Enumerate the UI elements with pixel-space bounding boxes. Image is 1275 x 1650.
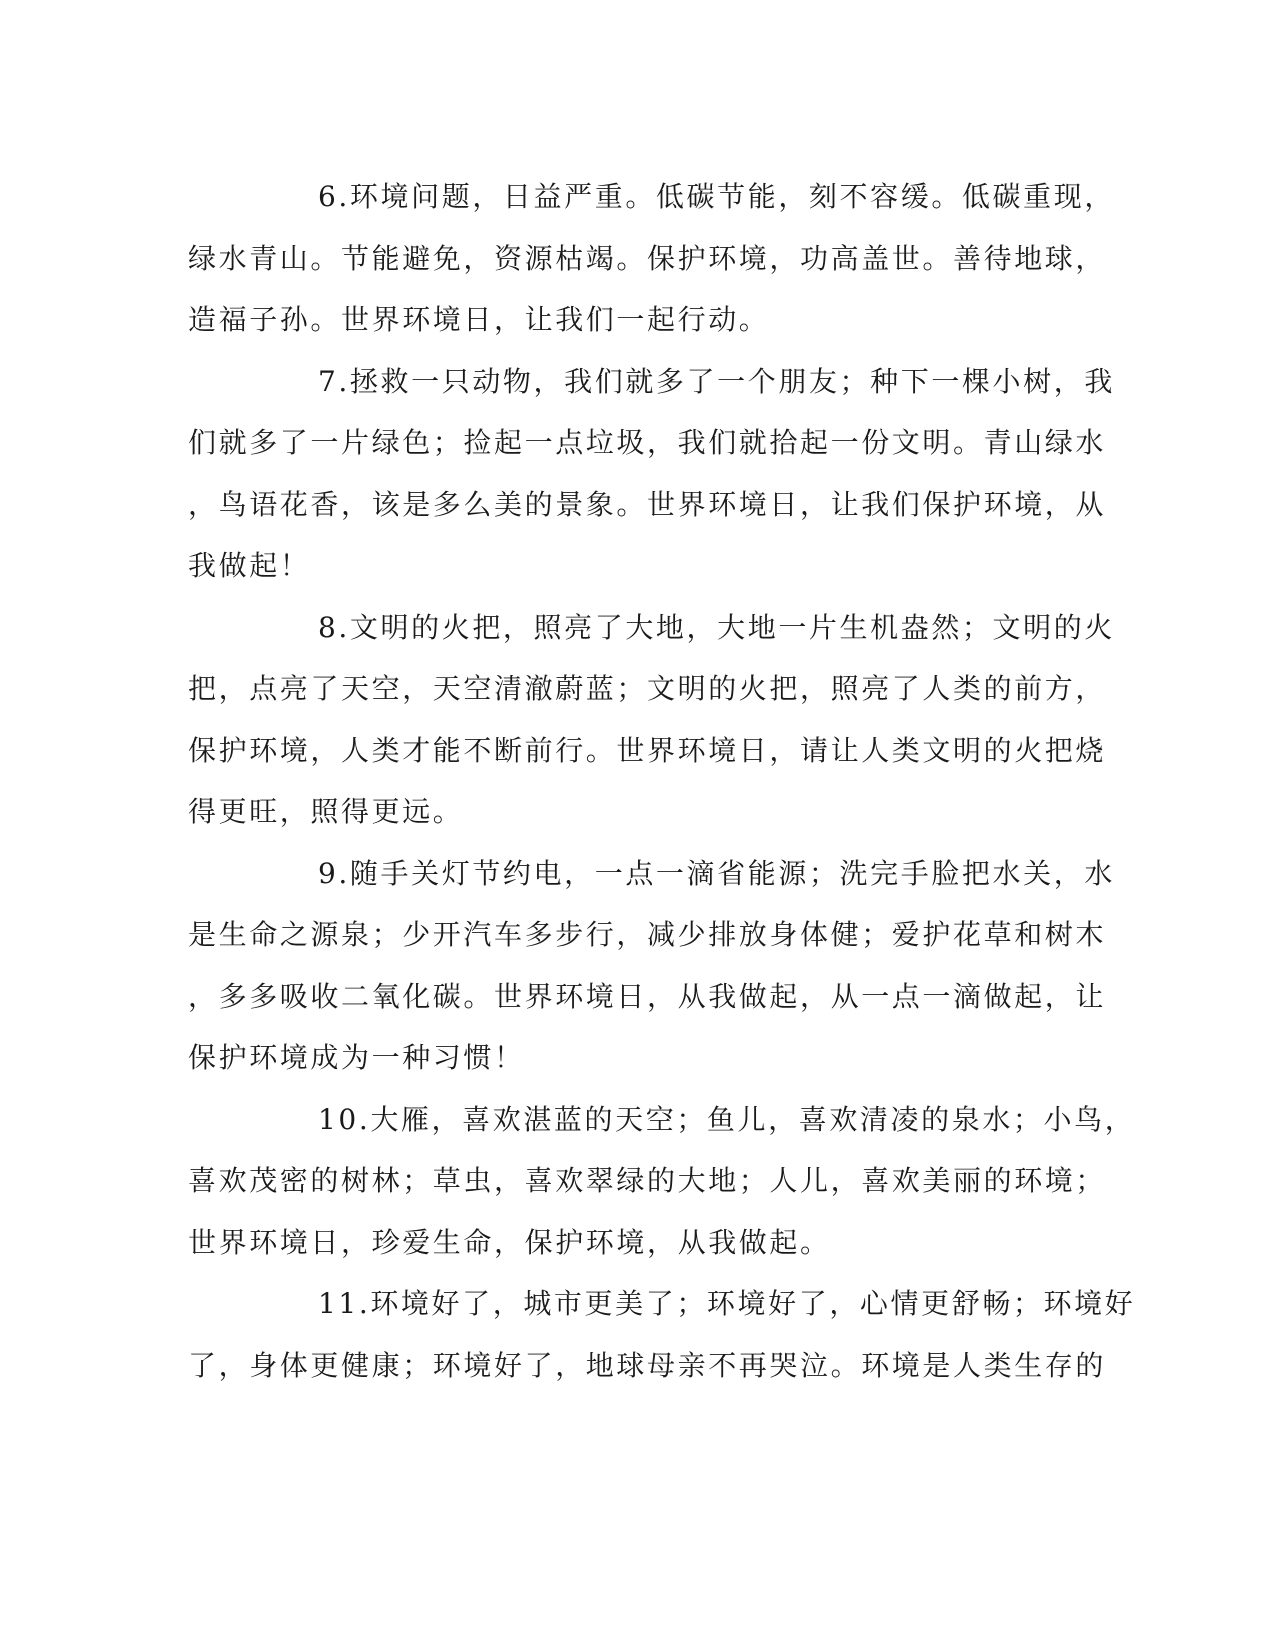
paragraph-line: 造福子孙。世界环境日，让我们一起行动。 [188,303,770,336]
paragraph-10 [188,1089,1136,1274]
paragraph-line: 们就多了一片绿色；捡起一点垃圾，我们就拾起一份文明。青山绿水 [188,426,1107,459]
paragraph-9 [188,843,1115,1089]
paragraph-8 [188,597,1115,843]
paragraph-line: ，鸟语花香，该是多么美的景象。世界环境日，让我们保护环境，从 [188,487,1107,521]
paragraph-line: 9.随手关灯节约电，一点一滴省能源；洗完手脸把水关，水 [318,856,1115,890]
paragraph-line: ，多多吸收二氧化碳。世界环境日，从我做起，从一点一滴做起，让 [188,979,1107,1013]
paragraph-line: 喜欢茂密的树林；草虫，喜欢翠绿的大地；人儿，喜欢美丽的环境； [188,1164,1107,1197]
paragraph-line: 是生命之源泉；少开汽车多步行，减少排放身体健；爱护花草和树木 [188,918,1107,951]
paragraph-line: 我做起！ [188,549,311,582]
paragraph-line: 保护环境成为一种习惯！ [188,1041,525,1074]
paragraph-line: 11.环境好了，城市更美了；环境好了，心情更舒畅；环境好 [318,1287,1136,1320]
paragraph-line: 世界环境日，珍爱生命，保护环境，从我做起。 [188,1225,831,1259]
paragraph-line: 7.拯救一只动物，我们就多了一个朋友；种下一棵小树，我 [318,364,1115,398]
paragraph-line: 6.环境问题，日益严重。低碳节能，刻不容缓。低碳重现， [318,180,1115,213]
paragraph-7 [188,351,1115,597]
paragraph-line: 8.文明的火把，照亮了大地，大地一片生机盎然；文明的火 [318,610,1115,644]
paragraph-line: 绿水青山。节能避免，资源枯竭。保护环境，功高盖世。善待地球， [188,241,1107,275]
paragraph-line: 保护环境，人类才能不断前行。世界环境日，请让人类文明的火把烧 [188,733,1107,767]
paragraph-11 [188,1273,1136,1396]
paragraph-line: 了，身体更健康；环境好了，地球母亲不再哭泣。环境是人类生存的 [188,1348,1107,1382]
document-body [188,166,1136,1396]
paragraph-6 [188,166,1115,351]
paragraph-line: 得更旺，照得更远。 [188,795,464,828]
paragraph-line: 把，点亮了天空，天空清澈蔚蓝；文明的火把，照亮了人类的前方， [188,672,1107,705]
paragraph-line: 10.大雁，喜欢湛蓝的天空；鱼儿，喜欢清凌的泉水；小鸟， [318,1102,1136,1136]
